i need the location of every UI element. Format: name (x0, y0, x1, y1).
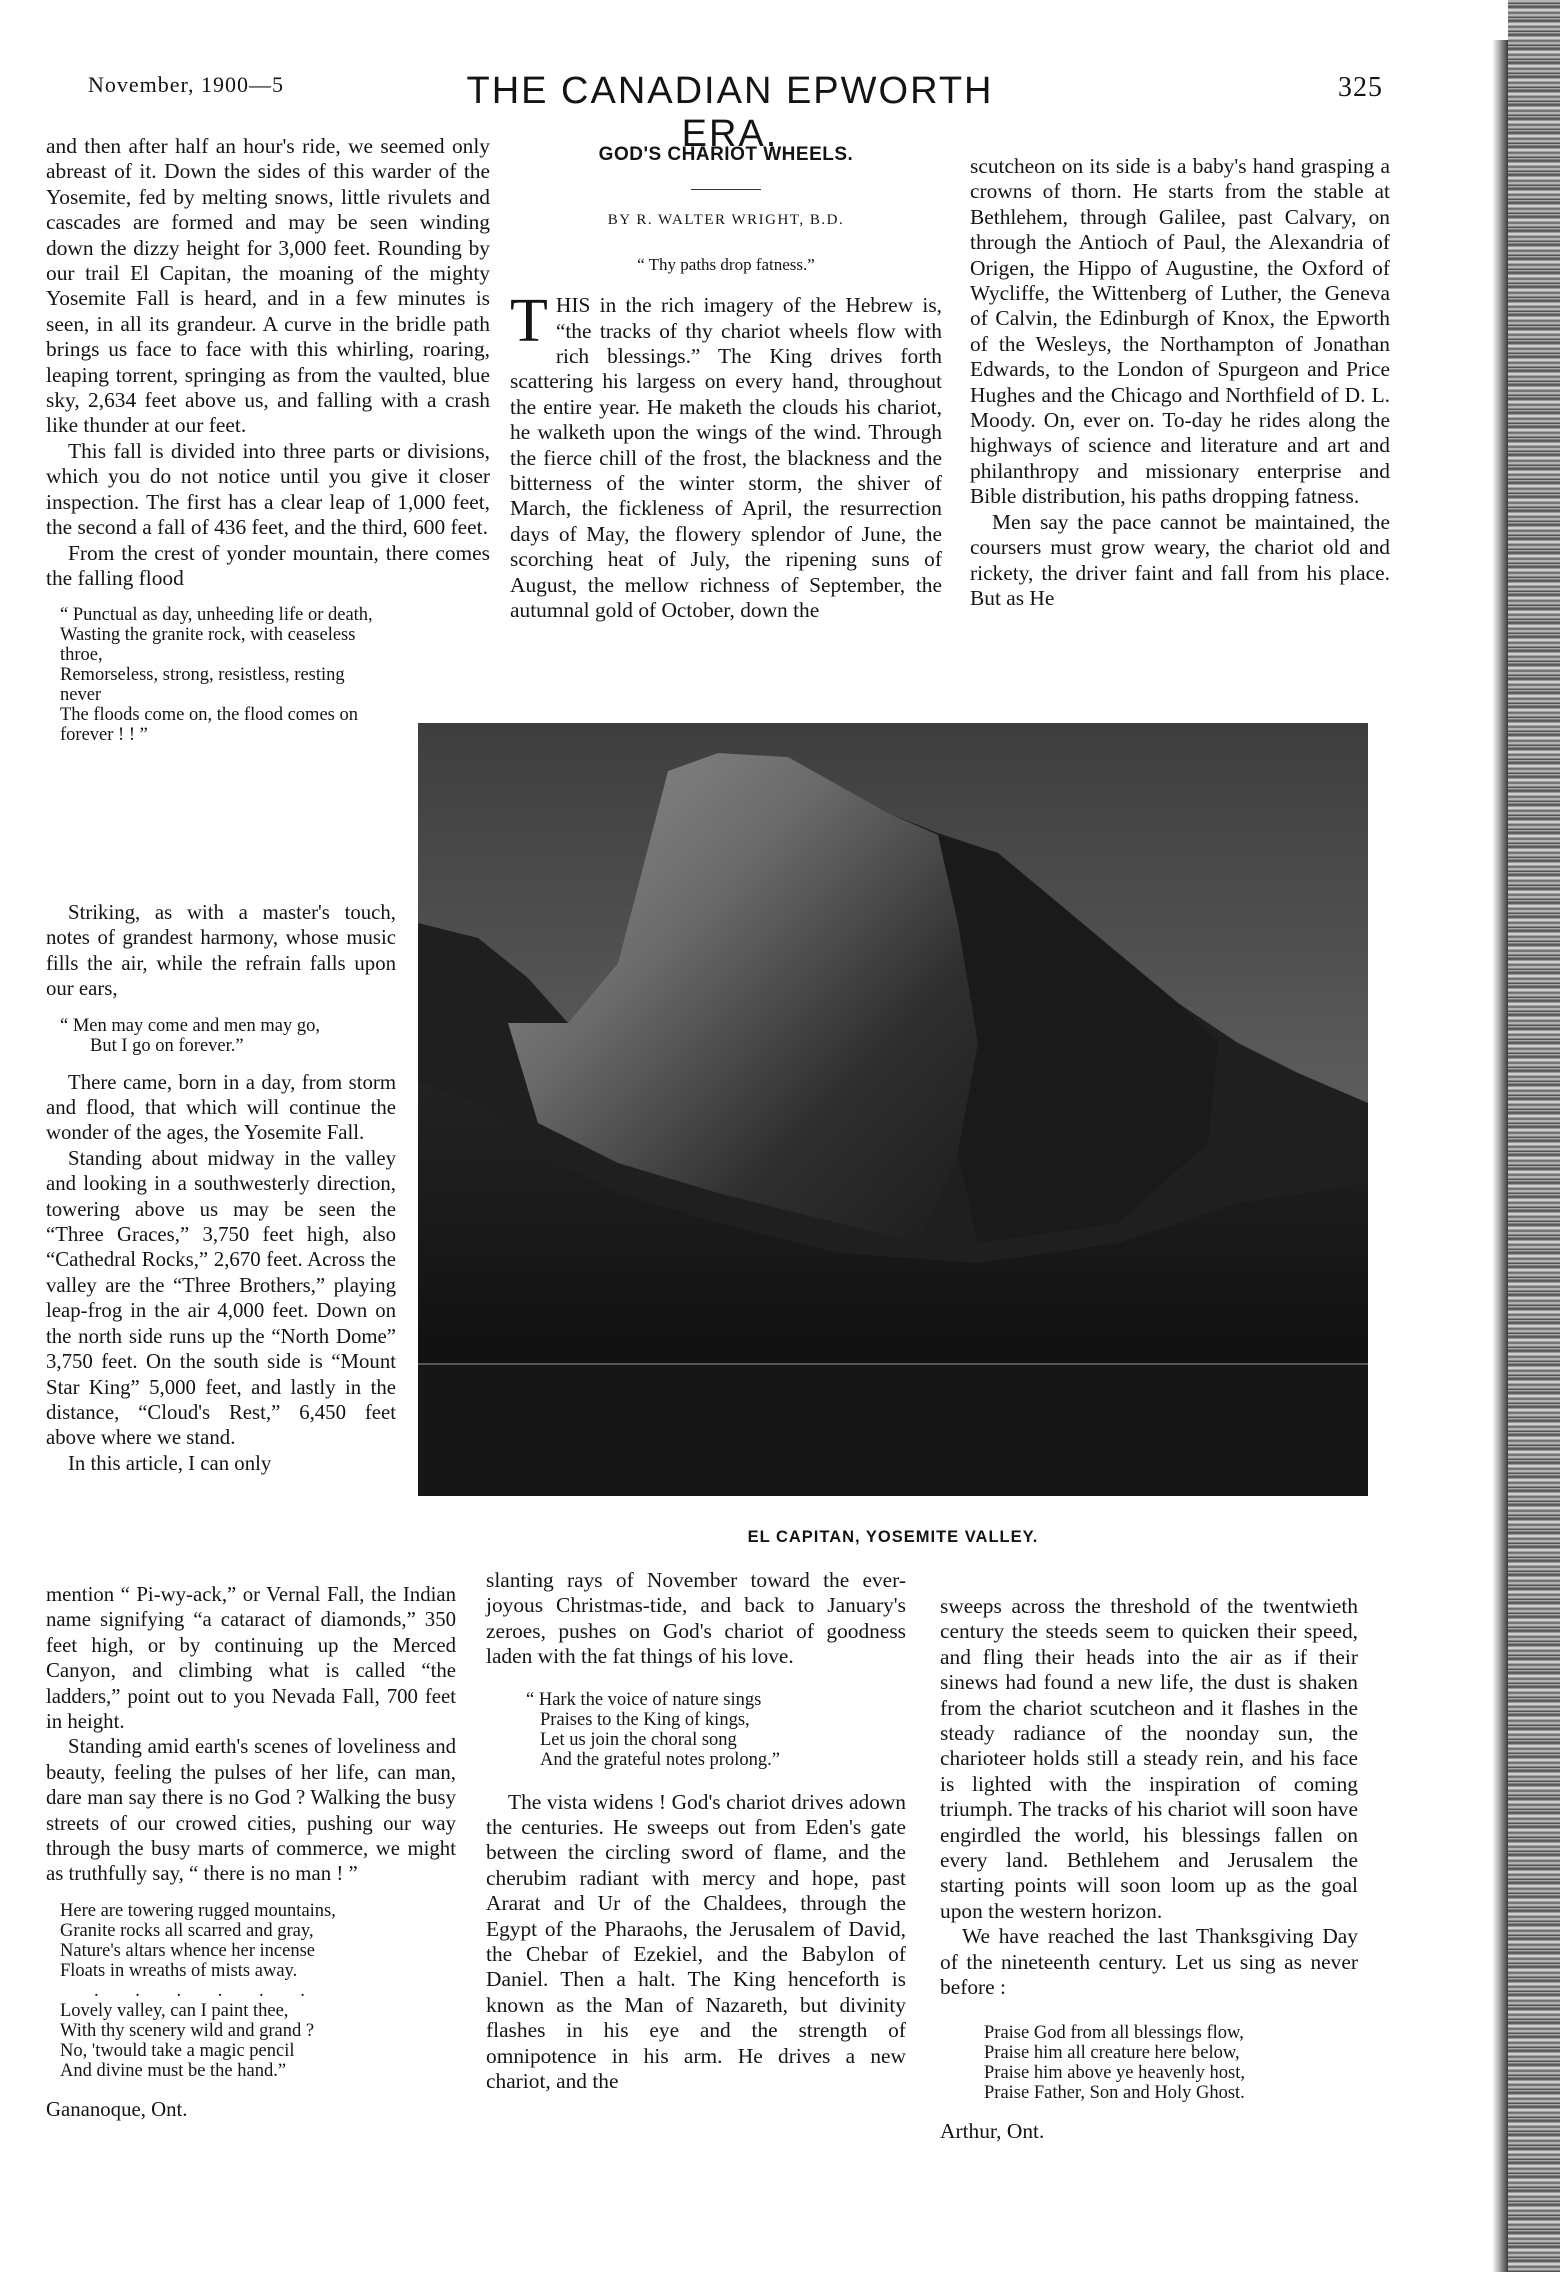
hymn-line: And the grateful notes prolong.” (540, 1749, 780, 1770)
poem-mountains (60, 1901, 456, 2081)
poem-line: Lovely valley, can I paint thee, (60, 2000, 289, 2021)
hymn-line: “ Hark the voice of nature sings (526, 1689, 762, 1710)
valley-floor (418, 1363, 1368, 1496)
left-column-bottom (46, 1582, 456, 2122)
article-middle-bottom (486, 1568, 906, 2095)
poem-line: “ Punctual as day, unheeding life or death, (60, 605, 373, 626)
paragraph: mention “ Pi-wy-ack,” or Vernal Fall, the Indian name signifying “a cataract of diamonds,” 350 feet high, or by continuing up the Merced Canyon, and climbing what is called “the ladders,” point out to you Nevada Fall, 700 feet in height. (46, 1583, 456, 1734)
poem-line: Remorseless, strong, resistless, resting never (60, 665, 345, 706)
paragraph: Standing amid earth's scenes of loveliness and beauty, feeling the pulses of her life, can man, dare man say there is no God ? Walking the busy streets of our crowed cities, pushing our way through the busy marts of commerce, we might as truthfully say, “ there is no man ! ” (46, 1735, 456, 1886)
poem-line: With thy scenery wild and grand ? (60, 2020, 315, 2041)
right-column-top (970, 154, 1390, 611)
hymn-line: Let us join the choral song (540, 1729, 737, 1750)
hymn-line: Praises to the King of kings, (540, 1709, 750, 1730)
article-epigraph: “ Thy paths drop fatness.” (637, 254, 815, 274)
paragraph: and then after half an hour's ride, we seemed only abreast of it. Down the sides of this warder of the Yosemite, fed by melting snows, little rivulets and cascades are formed and may be seen winding down the dizzy height for 3,000 feet. Rounding by our trail El Capitan, the moaning of the mighty Yosemite Fall is heard, and in a few minutes is seen, in all its grandeur. A curve in the bridle path brings us face to face with this whirling, roaring, leaping torrent, springing as from the vaulted, blue sky, 2,634 feet above us, and falling with a crash like thunder at our feet. (46, 134, 490, 438)
signature: Gananoque, Ont. (46, 2097, 188, 2121)
paragraph: This fall is divided into three parts or divisions, which you do not notice until you give it closer inspection. The first has a clear leap of 1,000 feet, the second a fall of 436 feet, and the third, 600 feet. (46, 438, 490, 540)
left-column-top (46, 134, 490, 759)
book-binding (1508, 0, 1560, 2272)
ellipsis-dots: . . . . . . (94, 1980, 321, 2001)
poem-line: But I go on forever.” (90, 1035, 244, 1056)
paragraph: Striking, as with a master's touch, notes of grandest harmony, whose music fills the air, while the refrain falls upon our ears, (46, 901, 396, 1001)
poem-men-may-come (60, 1016, 396, 1056)
poem-line: And divine must be the hand.” (60, 2060, 287, 2081)
poem-line: No, 'twould take a magic pencil (60, 2040, 295, 2061)
paragraph: sweeps across the threshold of the twentwieth century the steeds seem to quicken their speed, and fling their heads into the air as if their sinews had found a new life, the dust is shaken from the chariot scutcheon and it flashes in the steady radiance of the noonday sun, the charioteer holds still a steady rein, and his face is lighted with the inspiration of coming triumph. The tracks of his chariot will soon have engirdled the world, his blessings fallen on every land. Bethlehem and Jerusalem the starting points will soon loom up as the goal upon the western horizon. (940, 1594, 1358, 1923)
page-number: 325 (1338, 72, 1383, 103)
poem-line: Nature's altars whence her incense (60, 1940, 316, 1961)
article-byline: BY R. WALTER WRIGHT, B.D. (607, 212, 845, 229)
paragraph: The vista widens ! God's chariot drives adown the centuries. He sweeps out from Eden's gate between the circling sword of flame, and the cherubim radiant with mercy and hope, past Ararat and Ur of the Chaldees, through the Egypt of the Pharaohs, the Jerusalem of David, the Chebar of Ezekiel, and the Babylon of Daniel. Then a halt. The King henceforth is known as the Man of Nazareth, but divinity flashes in his eye and the strength of omnipotence in his arm. He drives a new chariot, and the (486, 1789, 906, 2094)
poem-line: Here are towering rugged mountains, (60, 1900, 336, 1921)
poem-line: Wasting the granite rock, with ceaseless throe, (60, 625, 356, 666)
el-capitan-photo (418, 723, 1368, 1496)
binding-edge (1492, 40, 1508, 2272)
paragraph-text: HIS in the rich imagery of the Hebrew is, “the tracks of thy chariot wheels flow with rich blessings.” The King drives forth scattering his largess on every hand, throughout the entire year. He maketh the clouds his chariot, he walketh upon the wings of the wind. Through the fierce chill of the frost, the blackness and the bitterness of the winter storm, the shiver of March, the fickleness of April, the resurrection days of May, the flowery splendor of June, the scorching heat of July, the ripening suns of August, the mellow richness of September, the autumnal gold of October, down the (510, 293, 942, 623)
issue-date: November, 1900—5 (88, 72, 284, 97)
masthead-title: THE CANADIAN EPWORTH ERA. (466, 70, 994, 155)
poem-line: The floods come on, the flood comes on forever ! ! ” (60, 705, 358, 746)
paragraph: Standing about midway in the valley and looking in a southwesterly direction, towering above us may be seen the “Three Graces,” 3,750 feet high, also “Cathedral Rocks,” 2,670 feet. Across the valley are the “Three Brothers,” playing leap-frog in the air 4,000 feet. Down on the north side runs up the “North Dome” 3,750 feet. On the south side is “Mount Star King” 5,000 feet, and lastly in the distance, “Cloud's Rest,” 6,450 feet above where we stand. (46, 1146, 396, 1450)
paragraph: scutcheon on its side is a baby's hand grasping a crowns of thorn. He starts from the stable at Bethlehem, through Galilee, past Calvary, on through the Antioch of Paul, the Alexandria of Origen, the Hippo of Augustine, the Oxford of Wycliffe, the Wittenberg of Luther, the Geneva of Calvin, the Edinburgh of Knox, the Epworth of the Wesleys, the Northampton of Jonathan Edwards, to the London of Spurgeon and Price Hughes and the Chicago and Northfield of D. L. Moody. On, ever on. To-day he rides along the highways of science and literature and art and philanthropy and missionary enterprise and Bible distribution, his paths dropping fatness. (970, 154, 1390, 509)
paragraph: Men say the pace cannot be maintained, the coursers must grow weary, the chariot old and rickety, the driver faint and fall from his place. But as He (970, 509, 1390, 610)
drop-cap: T (510, 287, 548, 356)
title-rule (691, 189, 761, 190)
doxology-line: Praise Father, Son and Holy Ghost. (984, 2082, 1245, 2103)
hymn-verse (526, 1690, 906, 1770)
doxology-line: Praise God from all blessings flow, (984, 2022, 1244, 2043)
paragraph: From the crest of yonder mountain, there comes the falling flood (46, 540, 490, 590)
article-title: GOD'S CHARIOT WHEELS. (598, 144, 854, 165)
left-column-middle (46, 710, 396, 1476)
doxology (984, 2023, 1358, 2103)
paragraph (510, 287, 942, 623)
paragraph: There came, born in a day, from storm and flood, that which will continue the wonder of the ages, the Yosemite Fall. (46, 1070, 396, 1145)
poem-line: “ Men may come and men may go, (60, 1015, 320, 1036)
doxology-line: Praise him all creature here below, (984, 2042, 1240, 2063)
photo-caption: EL CAPITAN, YOSEMITE VALLEY. (747, 1528, 1039, 1546)
signature: Arthur, Ont. (940, 2118, 1045, 2143)
poem-line: Granite rocks all scarred and gray, (60, 1920, 314, 1941)
article-start (510, 142, 942, 624)
poem-line: Floats in wreaths of mists away. (60, 1960, 298, 1981)
paragraph: We have reached the last Thanksgiving Day of the nineteenth century. Let us sing as never before : (940, 1924, 1358, 2000)
doxology-line: Praise him above ye heavenly host, (984, 2062, 1245, 2083)
article-right-bottom (940, 1594, 1358, 2144)
paragraph: In this article, I can only (68, 1451, 272, 1475)
paragraph: slanting rays of November toward the ever-joyous Christmas-tide, and back to January's zeroes, pushes on God's chariot of goodness laden with the fat things of his love. (486, 1568, 906, 1669)
